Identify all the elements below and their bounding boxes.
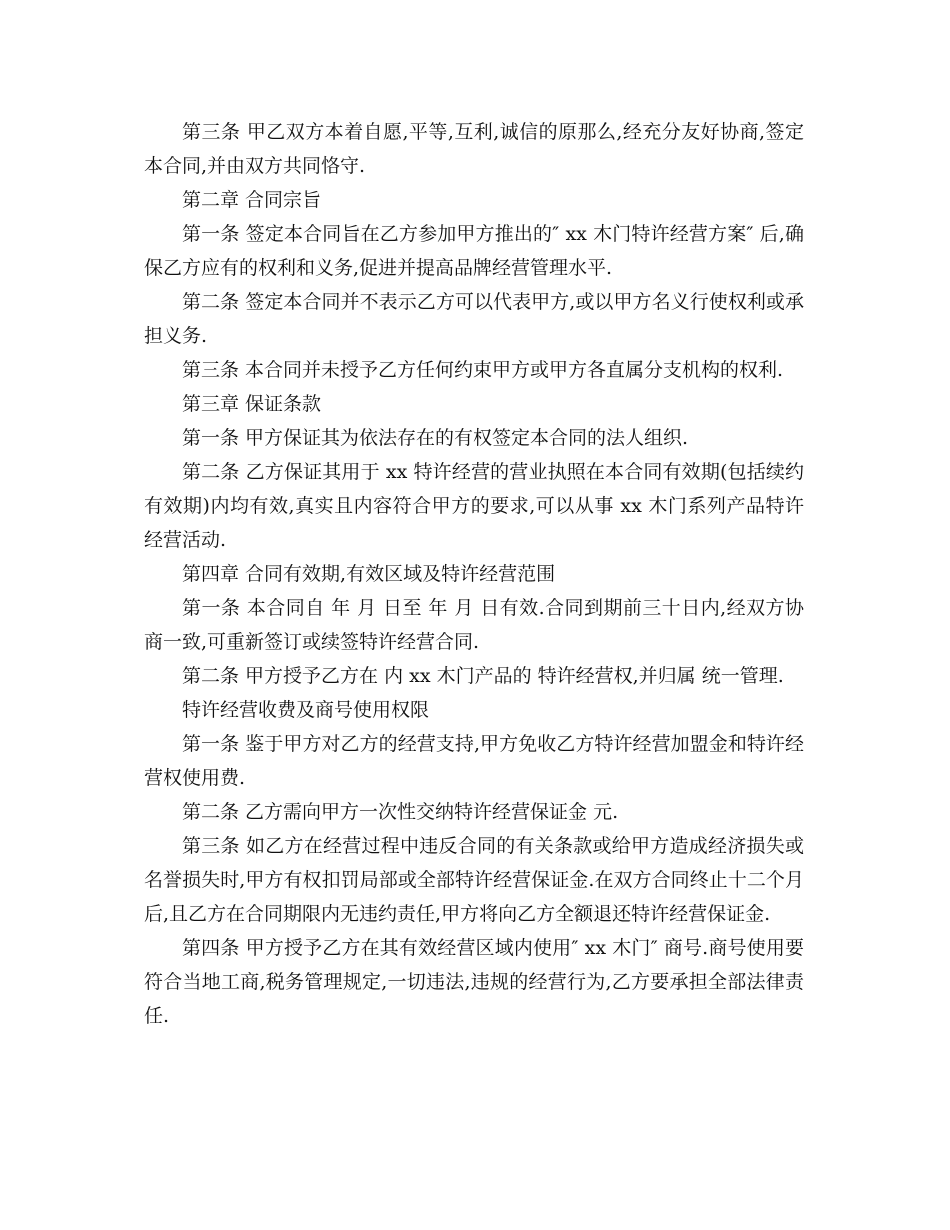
paragraph-fees-article-3: 第三条 如乙方在经营过程中违反合同的有关条款或给甲方造成经济损失或名誉损失时,甲方有权扣罚局部或全部特许经营保证金.在双方合同终止十二个月后,且乙方在合同期限内无违约责任,甲方将向乙方全额退还特许经营保证金. bbox=[144, 835, 804, 925]
chapter-3-heading: 第三章 保证条款 bbox=[182, 393, 322, 415]
section-fees-heading: 特许经营收费及商号使用权限 bbox=[182, 699, 430, 721]
chapter-2-heading: 第二章 合同宗旨 bbox=[182, 189, 322, 211]
paragraph-fees-article-1: 第一条 鉴于甲方对乙方的经营支持,甲方免收乙方特许经营加盟金和特许经营权使用费. bbox=[144, 733, 804, 789]
paragraph-article-3-principles: 第三条 甲乙双方本着自愿,平等,互利,诚信的原那么,经充分友好协商,签定本合同,并由双方共同恪守. bbox=[144, 121, 804, 177]
contract-body bbox=[144, 115, 804, 1033]
paragraph-ch4-article-2: 第二条 甲方授予乙方在 内 xx 木门产品的 特许经营权,并归属 统一管理. bbox=[182, 665, 784, 687]
paragraph-ch2-article-3: 第三条 本合同并未授予乙方任何约束甲方或甲方各直属分支机构的权利. bbox=[182, 359, 784, 381]
paragraph-ch3-article-1: 第一条 甲方保证其为依法存在的有权签定本合同的法人组织. bbox=[182, 427, 689, 449]
paragraph-ch2-article-1: 第一条 签定本合同旨在乙方参加甲方推出的″ xx 木门特许经营方案″ 后,确保乙方应有的权利和义务,促进并提高品牌经营管理水平. bbox=[144, 223, 804, 279]
paragraph-fees-article-2: 第二条 乙方需向甲方一次性交纳特许经营保证金 元. bbox=[182, 801, 619, 823]
chapter-4-heading: 第四章 合同有效期,有效区域及特许经营范围 bbox=[182, 563, 556, 585]
paragraph-ch3-article-2: 第二条 乙方保证其用于 xx 特许经营的营业执照在本合同有效期(包括续约有效期)内均有效,真实且内容符合甲方的要求,可以从事 xx 木门系列产品特许经营活动. bbox=[144, 461, 804, 551]
paragraph-ch2-article-2: 第二条 签定本合同并不表示乙方可以代表甲方,或以甲方名义行使权利或承担义务. bbox=[144, 291, 804, 347]
paragraph-ch4-article-1: 第一条 本合同自 年 月 日至 年 月 日有效.合同到期前三十日内,经双方协商一致,可重新签订或续签特许经营合同. bbox=[144, 597, 804, 653]
paragraph-fees-article-4: 第四条 甲方授予乙方在其有效经营区域内使用″ xx 木门″ 商号.商号使用要符合当地工商,税务管理规定,一切违法,违规的经营行为,乙方要承担全部法律责任. bbox=[144, 937, 804, 1027]
